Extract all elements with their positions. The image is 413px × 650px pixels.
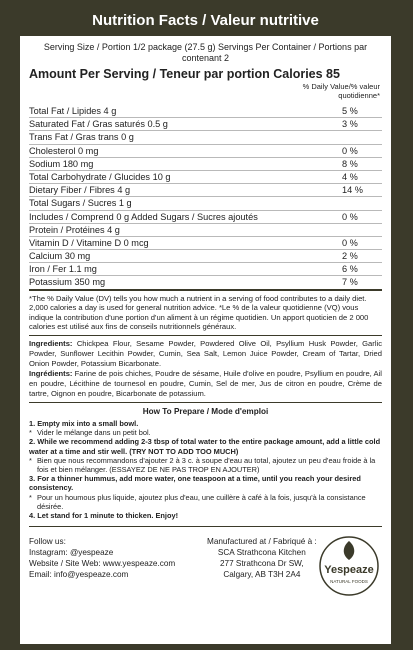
nutrient-label: Sodium 180 mg bbox=[29, 158, 94, 169]
dv-footnote: *The % Daily Value (DV) tells you how much a nutrient in a serving of food contributes to a daily diet. 2,000 calories a day is used for general nutrition advice. *Le % de la valeur quotidienne (VQ) vous indique la contribution d'une portion d'un aliment à un régime quotidien. Un apport quoticien de 2 000 calories est utilisé aux fins de conseils nutritionnels généraux. bbox=[29, 294, 382, 336]
yespeaze-logo bbox=[318, 535, 380, 597]
nutrient-label: Includes / Comprend 0 g Added Sugars / Sucres ajoutés bbox=[29, 211, 258, 222]
nutrient-label: Iron / Fer 1.1 mg bbox=[29, 264, 97, 275]
instagram-handle: Instagram: @yespeaze bbox=[29, 548, 114, 558]
nutrient-row bbox=[29, 158, 382, 171]
email-link: Email: info@yespeaze.com bbox=[29, 569, 129, 579]
serving-size: Serving Size / Portion 1/2 package (27.5 g) Servings Per Container / Portions par contenant 2 bbox=[43, 42, 368, 63]
logo-subtitle: NATURAL FOODS bbox=[330, 579, 368, 585]
nutrient-daily-value: 3 % bbox=[342, 119, 358, 130]
ingredients-label: Ingredients: bbox=[29, 339, 73, 348]
follow-label: Follow us: bbox=[29, 537, 66, 547]
nutrient-table bbox=[29, 105, 382, 291]
manufacturer-info bbox=[207, 537, 317, 580]
nutrient-row bbox=[29, 145, 382, 158]
nutrient-label: Protein / Protéines 4 g bbox=[29, 224, 120, 235]
nutrient-row bbox=[29, 263, 382, 276]
ingredients-section bbox=[29, 339, 382, 403]
nutrient-row bbox=[29, 118, 382, 131]
nutrient-daily-value: 0 % bbox=[342, 237, 358, 248]
nutrient-label: Potassium 350 mg bbox=[29, 277, 106, 288]
nutrient-row bbox=[29, 171, 382, 184]
nutrient-label: Vitamin D / Vitamine D 0 mcg bbox=[29, 237, 149, 248]
amount-per-serving: Amount Per Serving / Teneur par portion Calories 85 bbox=[29, 67, 340, 81]
nutrient-daily-value bbox=[342, 131, 382, 143]
nutrient-row bbox=[29, 276, 382, 290]
nutrient-label: Trans Fat / Gras trans 0 g bbox=[29, 132, 134, 143]
manufacturer-name: SCA Strathcona Kitchen bbox=[217, 548, 306, 558]
nutrient-row bbox=[29, 105, 382, 118]
nutrient-row bbox=[29, 184, 382, 197]
prepare-step-1-fr: * Vider le mélange dans un petit bol. bbox=[29, 428, 151, 438]
prepare-step-3: 3. For a thinner hummus, add more water, one teaspoon at a time, until you reach your desired consistency. bbox=[29, 474, 361, 493]
nutrient-daily-value bbox=[342, 197, 382, 209]
nutrient-daily-value: 2 % bbox=[342, 251, 358, 262]
nutrient-row bbox=[29, 131, 382, 144]
nutrient-label: Saturated Fat / Gras saturés 0.5 g bbox=[29, 119, 168, 130]
footer bbox=[29, 537, 382, 597]
prepare-title: How To Prepare / Mode d'emploi bbox=[142, 407, 269, 416]
nutrient-label: Calcium 30 mg bbox=[29, 251, 91, 262]
nutrient-row bbox=[29, 211, 382, 224]
nutrient-daily-value: 5 % bbox=[342, 106, 358, 116]
nutrient-label: Total Sugars / Sucres 1 g bbox=[29, 198, 132, 209]
nutrient-daily-value: 6 % bbox=[342, 264, 358, 275]
nutrient-daily-value: 4 % bbox=[342, 171, 358, 182]
manufacturer-street: 277 Strathcona Dr SW, bbox=[219, 558, 304, 568]
nutrient-daily-value: 14 % bbox=[342, 185, 363, 196]
nutrient-daily-value: 0 % bbox=[342, 145, 358, 156]
nutrient-row bbox=[29, 250, 382, 263]
logo-wordmark: Yespeaze bbox=[324, 564, 374, 577]
nutrient-row bbox=[29, 237, 382, 250]
dv-header-line-1: % Daily Value/% valeur bbox=[302, 82, 380, 91]
ingredients-english bbox=[29, 339, 382, 369]
manufacturer-city: Calgary, AB T3H 2A4 bbox=[223, 569, 301, 579]
website-link: Website / Site Web: www.yespeaze.com bbox=[29, 558, 176, 568]
prepare-step-4: 4. Let stand for 1 minute to thicken. Enjoy! bbox=[29, 511, 179, 521]
leaf-icon bbox=[344, 541, 355, 560]
daily-value-header bbox=[29, 82, 382, 100]
ingredients-list: Chickpea Flour, Sesame Powder, Powdered Olive Oil, Psyllium Husk Powder, Garlic Powder, Sunflower Lecithin Powder, Cumin, Sea Salt, Lemon Juice Powder, Cream of Tartar, Dried Onion Powder, Potassium Bicarbonate. bbox=[29, 339, 382, 368]
prepare-step-2: 2. While we recommend adding 2-3 tbsp of total water to the entire package amount, add a little cold water at a time and stir well. (TRY NOT TO ADD TOO MUCH) bbox=[29, 437, 381, 456]
nutrient-label: Total Carbohydrate / Glucides 10 g bbox=[29, 171, 171, 182]
dv-header-line-2: quotidienne* bbox=[338, 91, 380, 100]
nutrient-label: Dietary Fiber / Fibres 4 g bbox=[29, 185, 131, 196]
prepare-step-3-fr: * Pour un houmous plus liquide, ajoutez plus d'eau, une cuillère à café à la fois, jusqu'à la consistance désirée. bbox=[29, 492, 366, 511]
contact-info bbox=[29, 537, 175, 580]
nutrition-facts-title: Nutrition Facts / Valeur nutritive bbox=[20, 6, 391, 36]
ingredients-french bbox=[29, 369, 382, 399]
prepare-step-1: 1. Empty mix into a small bowl. bbox=[29, 419, 139, 428]
prepare-steps bbox=[29, 419, 382, 527]
nutrient-daily-value: 0 % bbox=[342, 211, 358, 222]
nutrient-label: Total Fat / Lipides 4 g bbox=[29, 106, 117, 116]
prepare-step-2-fr: * Bien que nous recommandons d'ajouter 2 à 3 c. à soupe d'eau au total, ajoutez un peu d'eau froide à la fois et bien mélanger. (ESSAYEZ DE NE PAS TROP EN AJOUTER) bbox=[29, 455, 376, 475]
ingredients-label-fr: Ingrédients: bbox=[29, 369, 73, 378]
nutrient-row bbox=[29, 224, 382, 237]
ingredients-list-fr: Farine de pois chiches, Poudre de sésame, Huile d'olive en poudre, Psyllium en poudre, Ail en poudre, Lécithine de tournesol en poudre, Cumin, Sel de mer, Jus de citron en poudre, Crème de tartre, Oignon en poudre, Bicarbonate de potassium. bbox=[29, 369, 382, 398]
nutrient-label: Cholesterol 0 mg bbox=[29, 145, 99, 156]
nutrient-daily-value: 7 % bbox=[342, 277, 358, 288]
nutrient-daily-value bbox=[342, 224, 382, 236]
manufacturer-title: Manufactured at / Fabriqué à : bbox=[207, 537, 317, 547]
nutrient-daily-value: 8 % bbox=[342, 158, 358, 169]
nutrient-row bbox=[29, 197, 382, 210]
nutrition-label bbox=[20, 6, 391, 644]
